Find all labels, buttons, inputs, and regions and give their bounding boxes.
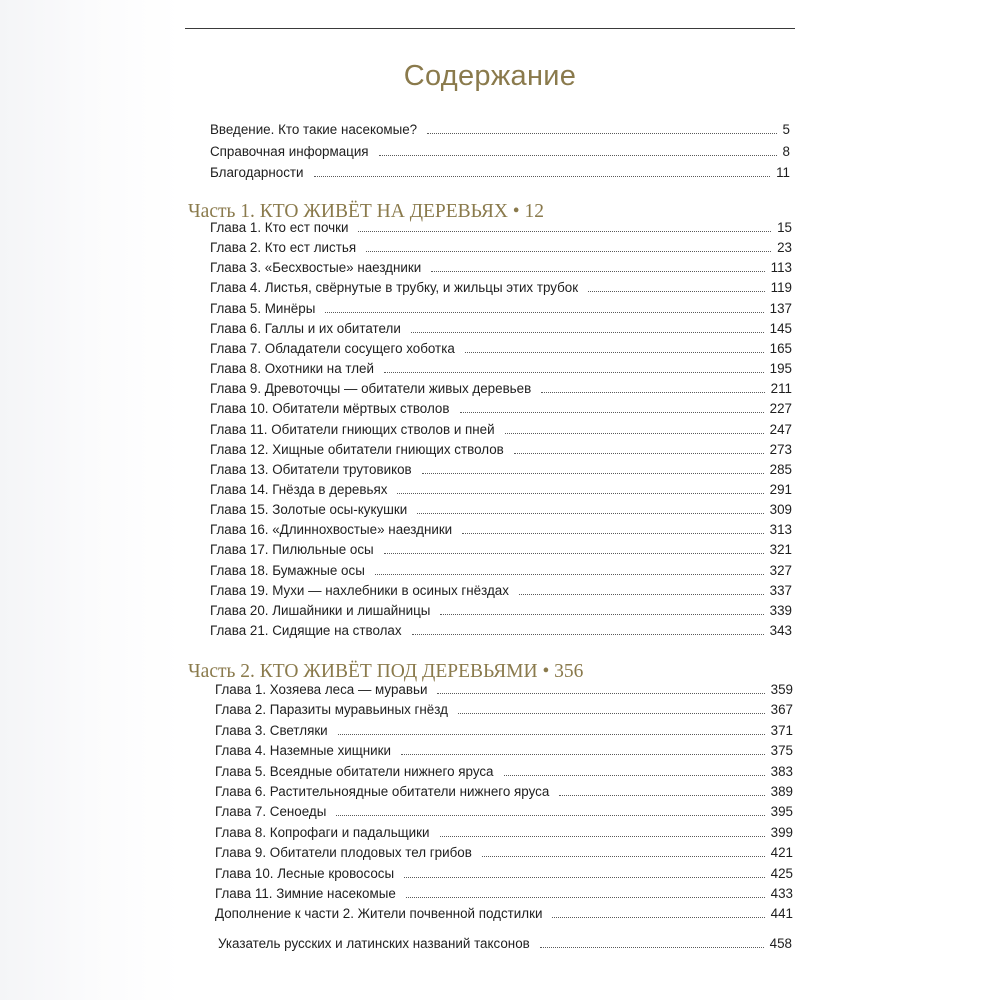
toc-chapter-entry[interactable] [210, 379, 792, 399]
chapter-page-number: 291 [769, 481, 792, 497]
leader-dots [458, 713, 765, 714]
chapter-title: Глава 9. Обитатели плодовых тел грибов [215, 845, 472, 861]
chapter-page-number: 227 [769, 401, 792, 417]
chapter-page-number: 321 [769, 542, 792, 558]
chapter-title: Глава 2. Паразиты муравьиных гнёзд [215, 702, 448, 718]
chapter-page-number: 337 [769, 582, 792, 598]
chapter-page-number: 15 [777, 220, 792, 235]
chapter-page-number: 421 [770, 845, 793, 861]
chapter-title: Глава 8. Копрофаги и падальщики [215, 824, 430, 840]
chapter-title: Глава 6. Галлы и их обитатели [210, 320, 401, 336]
leader-dots [504, 775, 765, 776]
leader-dots [336, 815, 764, 816]
leader-dots [559, 795, 764, 796]
leader-dots [411, 332, 764, 333]
chapter-page-number: 211 [770, 381, 792, 397]
leader-dots [375, 574, 764, 575]
leader-dots [514, 453, 764, 454]
toc-chapter-entry[interactable] [215, 904, 793, 924]
chapter-title: Глава 4. Наземные хищники [215, 743, 391, 759]
chapter-title: Глава 3. Светляки [215, 722, 328, 738]
toc-chapter-entry[interactable] [210, 238, 792, 258]
chapter-title: Глава 17. Пилюльные осы [210, 542, 374, 558]
chapter-title: Глава 9. Древоточцы — обитатели живых деревьев [210, 381, 532, 397]
toc-chapter-entry[interactable] [215, 843, 793, 863]
chapter-title: Глава 1. Хозяева леса — муравьи [215, 682, 428, 697]
toc-chapter-entry[interactable] [210, 359, 792, 379]
leader-dots [384, 372, 764, 373]
chapter-page-number: 113 [770, 260, 792, 276]
leader-dots [431, 271, 764, 272]
toc-chapter-entry[interactable] [210, 339, 792, 359]
chapter-title: Глава 4. Листья, свёрнутые в трубку, и жильцы этих трубок [210, 280, 579, 296]
toc-entry-label: Справочная информация [210, 144, 369, 159]
chapter-page-number: 367 [770, 702, 793, 718]
chapter-title: Глава 5. Всеядные обитатели нижнего яруса [215, 763, 494, 779]
toc-entry-page: 8 [782, 144, 790, 159]
toc-entry-index[interactable] [218, 934, 792, 954]
leader-dots [465, 352, 764, 353]
leader-dots [541, 392, 764, 393]
chapter-title: Глава 5. Минёры [210, 300, 316, 316]
part2-heading[interactable]: Часть 2. КТО ЖИВЁТ ПОД ДЕРЕВЬЯМИ • 356 [188, 661, 584, 682]
toc-chapter-entry[interactable] [210, 561, 792, 581]
chapter-title: Глава 6. Растительноядные обитатели нижнего яруса [215, 784, 550, 799]
chapter-title: Глава 3. «Бесхвостые» наездники [210, 260, 422, 276]
chapter-page-number: 399 [770, 824, 793, 840]
toc-entry-intro[interactable] [210, 120, 790, 140]
chapter-title: Глава 7. Обладатели сосущего хоботка [210, 340, 455, 356]
chapter-page-number: 389 [770, 784, 793, 799]
chapter-page-number: 165 [769, 340, 792, 356]
toc-chapter-entry[interactable] [210, 258, 792, 278]
chapter-page-number: 23 [777, 240, 792, 256]
leader-dots [314, 176, 771, 177]
chapter-title: Глава 1. Кто ест почки [210, 220, 349, 235]
leader-dots [397, 493, 763, 494]
toc-chapter-entry[interactable] [215, 721, 793, 741]
chapter-title: Глава 19. Мухи — нахлебники в осиных гнёздах [210, 582, 509, 598]
toc-entry-label: Введение. Кто такие насекомые? [210, 122, 418, 137]
chapter-page-number: 137 [769, 300, 792, 316]
leader-dots [325, 312, 763, 313]
part1-heading[interactable]: Часть 1. КТО ЖИВЁТ НА ДЕРЕВЬЯХ • 12 [188, 201, 544, 222]
toc-chapter-entry[interactable] [210, 520, 792, 540]
leader-dots [427, 133, 776, 134]
chapter-page-number: 327 [769, 562, 792, 578]
chapter-page-number: 339 [769, 602, 792, 618]
chapter-title: Глава 20. Лишайники и лишайницы [210, 602, 431, 618]
toc-entry-page: 11 [776, 165, 790, 180]
chapter-page-number: 313 [769, 522, 792, 538]
toc-chapter-entry[interactable] [215, 823, 793, 843]
toc-chapter-entry[interactable] [215, 864, 793, 884]
chapter-title: Глава 21. Сидящие на стволах [210, 623, 402, 638]
chapter-title: Глава 14. Гнёзда в деревьях [210, 481, 388, 497]
leader-dots [588, 291, 765, 292]
chapter-title: Глава 12. Хищные обитатели гниющих стволов [210, 441, 504, 457]
toc-chapter-entry[interactable] [210, 621, 792, 641]
toc-chapter-entry[interactable] [215, 680, 793, 700]
leader-dots [440, 614, 763, 615]
chapter-page-number: 425 [770, 865, 793, 881]
leader-dots [440, 836, 765, 837]
toc-chapter-entry[interactable] [210, 218, 792, 238]
leader-dots [366, 251, 771, 252]
leader-dots [422, 473, 764, 474]
chapter-page-number: 247 [769, 421, 792, 437]
chapter-title: Глава 13. Обитатели трутовиков [210, 461, 412, 477]
toc-entry-label: Указатель русских и латинских названий таксонов [218, 936, 530, 951]
toc-chapter-entry[interactable] [215, 762, 793, 782]
leader-dots [417, 513, 763, 514]
toc-entry-acknowledgements[interactable] [210, 163, 790, 183]
chapter-title: Глава 10. Обитатели мёртвых стволов [210, 401, 450, 417]
toc-chapter-entry[interactable] [210, 420, 792, 440]
leader-dots [358, 231, 771, 232]
chapter-page-number: 309 [769, 502, 792, 518]
chapter-page-number: 359 [770, 682, 793, 697]
toc-chapter-entry[interactable] [210, 460, 792, 480]
toc-chapter-entry[interactable] [210, 299, 792, 319]
leader-dots [462, 533, 763, 534]
leader-dots [384, 553, 764, 554]
leader-dots [552, 917, 764, 918]
leader-dots [404, 877, 765, 878]
leader-dots [437, 693, 764, 694]
toc-chapter-entry[interactable] [215, 802, 793, 822]
leader-dots [412, 634, 764, 635]
chapter-title: Глава 11. Обитатели гниющих стволов и пней [210, 421, 495, 437]
leader-dots [406, 897, 765, 898]
toc-chapter-entry[interactable] [210, 319, 792, 339]
toc-entry-label: Благодарности [210, 165, 304, 180]
page-title: Содержание [403, 60, 577, 92]
chapter-page-number: 371 [770, 722, 793, 738]
toc-chapter-entry[interactable] [210, 399, 792, 419]
leader-dots [540, 947, 764, 948]
toc-entry-page: 5 [782, 122, 790, 137]
leader-dots [482, 856, 765, 857]
chapter-page-number: 119 [770, 280, 792, 296]
chapter-page-number: 273 [769, 441, 792, 457]
toc-chapter-entry[interactable] [210, 480, 792, 500]
chapter-title: Глава 16. «Длиннохвостые» наездники [210, 522, 453, 538]
toc-chapter-entry[interactable] [215, 741, 793, 761]
toc-chapter-entry[interactable] [215, 700, 793, 720]
toc-chapter-entry[interactable] [215, 782, 793, 802]
leader-dots [460, 412, 764, 413]
chapter-title: Глава 11. Зимние насекомые [215, 886, 396, 901]
chapter-page-number: 195 [769, 361, 792, 377]
chapter-title: Глава 18. Бумажные осы [210, 562, 365, 578]
chapter-page-number: 145 [769, 320, 792, 336]
leader-dots [379, 155, 777, 156]
chapter-title: Глава 2. Кто ест листья [210, 240, 357, 256]
chapter-page-number: 375 [770, 743, 793, 759]
toc-chapter-entry[interactable] [210, 278, 792, 298]
leader-dots [519, 594, 764, 595]
chapter-page-number: 383 [770, 763, 793, 779]
chapter-title: Глава 8. Охотники на тлей [210, 361, 374, 377]
chapter-page-number: 343 [769, 623, 792, 638]
chapter-page-number: 433 [770, 886, 793, 901]
top-rule [185, 28, 795, 29]
toc-chapter-entry[interactable] [210, 500, 792, 520]
chapter-title: Дополнение к части 2. Жители почвенной подстилки [215, 906, 543, 922]
leader-dots [338, 734, 765, 735]
toc-chapter-entry[interactable] [210, 540, 792, 560]
toc-entry-reference[interactable] [210, 142, 790, 162]
chapter-title: Глава 10. Лесные кровососы [215, 865, 395, 881]
toc-chapter-entry[interactable] [210, 601, 792, 621]
toc-chapter-entry[interactable] [210, 440, 792, 460]
leader-dots [505, 433, 764, 434]
toc-entry-page: 458 [769, 936, 792, 951]
chapter-page-number: 395 [770, 804, 793, 820]
toc-chapter-entry[interactable] [215, 884, 793, 904]
chapter-page-number: 441 [770, 906, 793, 922]
leader-dots [401, 754, 765, 755]
chapter-title: Глава 15. Золотые осы-кукушки [210, 502, 408, 518]
chapter-page-number: 285 [769, 461, 792, 477]
chapter-title: Глава 7. Сеноеды [215, 804, 327, 820]
toc-chapter-entry[interactable] [210, 581, 792, 601]
